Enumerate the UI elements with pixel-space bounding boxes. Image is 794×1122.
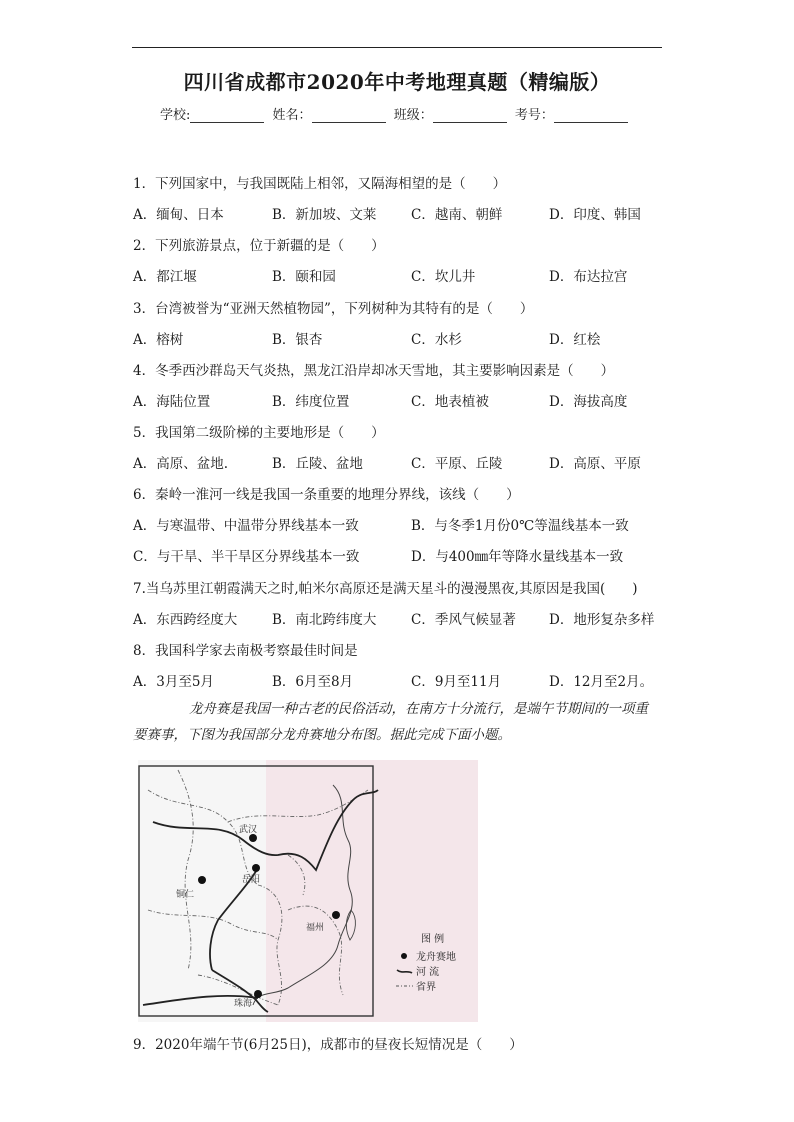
city-dot (252, 864, 260, 872)
question-2-stem: 2．下列旅游景点，位于新疆的是（ ） (133, 238, 385, 254)
map-shaded-region (266, 760, 478, 1022)
legend-dot-icon (401, 953, 407, 959)
student-info-line (160, 104, 632, 123)
option-c: C．地表植被 (411, 394, 489, 410)
question-1-stem: 1．下列国家中，与我国既陆上相邻，又隔海相望的是（ ） (133, 176, 507, 192)
option-b: B．丘陵、盆地 (272, 456, 363, 472)
city-label: 珠海 (234, 999, 253, 1009)
reading-passage (133, 696, 663, 748)
class-label: 班级： (393, 108, 433, 123)
passage-line-1: 龙舟赛是我国一种古老的民俗活动，在南方十分流行，是端午节期间的一项重 (189, 701, 648, 717)
question-8-stem: 8．我国科学家去南极考察最佳时间是 (133, 643, 358, 659)
school-label: 学校: (160, 108, 191, 123)
question-4-options (133, 390, 663, 410)
option-a: A．榕树 (133, 332, 184, 348)
question-6-stem: 6．秦岭一淮河一线是我国一条重要的地理分界线，该线（ ） (133, 487, 520, 503)
legend-item-border: 省界 (416, 982, 436, 993)
city-dot (249, 834, 257, 842)
question-5-options (133, 452, 663, 472)
top-rule (132, 47, 662, 48)
city-dot (332, 911, 340, 919)
option-d: D．高原、平原 (549, 456, 641, 472)
option-c: C．9月至11月 (411, 674, 502, 690)
option-d: D．地形复杂多样 (549, 612, 655, 628)
legend-title: 图 例 (421, 934, 445, 945)
option-b: B．与冬季1月份0℃等温线基本一致 (411, 518, 629, 534)
number-label: 考号： (514, 108, 554, 123)
option-b: B．纬度位置 (272, 394, 350, 410)
option-c: C．与干旱、半干旱区分界线基本一致 (133, 549, 360, 565)
question-4-stem: 4．冬季西沙群岛天气炎热，黑龙江沿岸却冰天雪地，其主要影响因素是（ ） (133, 363, 615, 379)
question-6-options-row-1 (133, 514, 663, 534)
question-2-options (133, 265, 663, 285)
question-7-options (133, 608, 663, 628)
question-8-options (133, 670, 663, 690)
question-5-stem: 5．我国第二级阶梯的主要地形是（ ） (133, 425, 385, 441)
number-blank (554, 108, 628, 123)
city-label: 武汉 (239, 825, 258, 835)
option-d: D．印度、韩国 (549, 207, 641, 223)
option-a: A．东西跨经度大 (133, 612, 238, 628)
option-b: B．新加坡、文莱 (272, 207, 377, 223)
passage-line-2: 要赛事，下图为我国部分龙舟赛地分布图。据此完成下面小题。 (133, 727, 511, 743)
option-a: A．3月至5月 (133, 674, 214, 690)
name-label: 姓名： (272, 108, 312, 123)
option-b: B．南北跨纬度大 (272, 612, 377, 628)
option-b: B．6月至8月 (272, 674, 354, 690)
option-b: B．颐和园 (272, 269, 336, 285)
page-title: 四川省成都市2020年中考地理真题（精编版） (183, 70, 611, 94)
question-9-stem: 9．2020年端午节(6月25日)，成都市的昼夜长短情况是（ ） (133, 1037, 523, 1053)
option-d: D．红桧 (549, 332, 601, 348)
option-d: D．12月至2月。 (549, 674, 654, 690)
question-7-stem: 7.当乌苏里江朝霞满天之时,帕米尔高原还是满天星斗的漫漫黑夜,其原因是我国( ) (133, 581, 638, 597)
option-a: A．海陆位置 (133, 394, 211, 410)
class-blank (433, 108, 507, 123)
option-d: D．海拔高度 (549, 394, 628, 410)
legend-item-boat-site: 龙舟赛地 (416, 952, 456, 963)
dragon-boat-map (138, 760, 478, 1022)
city-label: 福州 (306, 923, 325, 933)
option-c: C．平原、丘陵 (411, 456, 503, 472)
name-blank (312, 108, 386, 123)
option-d: D．与400㎜年等降水量线基本一致 (411, 549, 624, 565)
question-6-options-row-2 (133, 545, 663, 565)
question-1-options (133, 203, 663, 223)
city-dot (254, 990, 262, 998)
city-dot (198, 876, 206, 884)
option-a: A．缅甸、日本 (133, 207, 224, 223)
school-blank (190, 108, 264, 123)
option-c: C．季风气候显著 (411, 612, 516, 628)
option-d: D．布达拉宫 (549, 269, 628, 285)
legend-item-river: 河 流 (416, 967, 440, 978)
option-a: A．都江堰 (133, 269, 197, 285)
question-3-stem: 3．台湾被誉为“亚洲天然植物园”，下列树种为其特有的是（ ） (133, 301, 534, 317)
option-b: B．银杏 (272, 332, 323, 348)
option-a: A．与寒温带、中温带分界线基本一致 (133, 518, 359, 534)
option-c: C．坎儿井 (411, 269, 476, 285)
city-label: 铜仁 (176, 890, 195, 900)
question-3-options (133, 328, 663, 348)
city-label: 岳阳 (242, 875, 261, 885)
option-c: C．越南、朝鲜 (411, 207, 503, 223)
option-a: A．高原、盆地. (133, 456, 229, 472)
option-c: C．水杉 (411, 332, 462, 348)
